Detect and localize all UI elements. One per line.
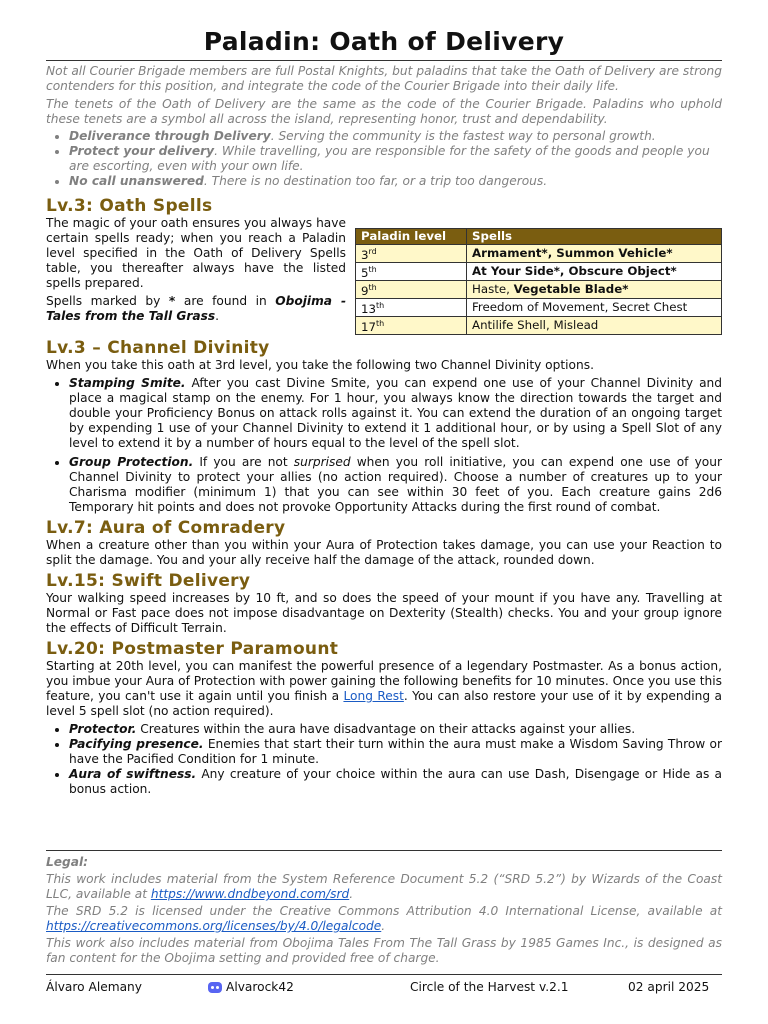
- table-cell-level: 17th: [356, 316, 467, 334]
- postmaster-list: [46, 722, 722, 797]
- table-cell-spells: Antilife Shell, Mislead: [467, 316, 722, 334]
- oath-spells-heading: Lv.3: Oath Spells: [46, 196, 213, 216]
- page-title: Paladin: Oath of Delivery: [203, 27, 565, 56]
- aura-text: When a creature other than you within your Aura of Protection takes damage, you can use your Reaction to split the damage. You and your ally receive half the damage of the attack, rounded down.: [46, 537, 722, 567]
- table-cell-level: 5th: [356, 262, 467, 280]
- table-cell-level: 9th: [356, 280, 467, 298]
- channel-divinity-section: [46, 337, 722, 515]
- list-item: • Pacifying presence. Enemies that start their turn within the aura must make a Wisdom Saving Throw or have the Pacified Condition for 1 minute.: [69, 737, 722, 767]
- srd-link[interactable]: https://www.dndbeyond.com/srd: [150, 887, 350, 901]
- tenet-item: [69, 174, 722, 189]
- table-header-level: Paladin level: [356, 229, 467, 245]
- tenets-list: [46, 129, 722, 189]
- table-cell-level: 13th: [356, 298, 467, 316]
- legal-paragraph-3: This work also includes material from Obojima Tales From The Tall Grass by 1985 Games Inc., is designed as fan content for the Obojima setting and provided free of charge.: [46, 936, 722, 965]
- swift-heading: Lv.15: Swift Delivery: [46, 570, 251, 591]
- footer-discord: [208, 980, 410, 994]
- tenet-text: . Serving the community is the fastest way to personal growth.: [270, 129, 656, 143]
- legal-paragraph-2: The SRD 5.2 is licensed under the Creative Commons Attribution 4.0 International License, available at https://creativecommons.org/licenses/by/4.0/legalcode.: [46, 904, 722, 933]
- legal-section: [46, 850, 722, 968]
- discord-icon: [208, 982, 222, 993]
- tenet-item: [69, 129, 722, 144]
- oath-spells-paragraph: The magic of your oath ensures you always have certain spells ready; when you reach a Paladin level specified in the Oath of Delivery Spells table, you thereafter always have the listed spells prepared.: [46, 216, 346, 290]
- tenet-text: . There is no destination too far, or a trip too dangerous.: [203, 174, 548, 188]
- channel-divinity-heading: Lv.3 – Channel Divinity: [46, 337, 270, 358]
- long-rest-link[interactable]: Long Rest: [343, 688, 404, 703]
- tenet-item: [69, 144, 722, 174]
- footer-handle: Alvarock42: [226, 980, 294, 994]
- footer-date: 02 april 2025: [628, 980, 710, 994]
- title-divider: [46, 60, 722, 61]
- aura-section: [46, 517, 722, 568]
- tenet-name: Protect your delivery: [69, 144, 215, 158]
- table-cell-spells: Haste, Vegetable Blade*: [467, 280, 722, 298]
- intro-paragraph-2: The tenets of the Oath of Delivery are the same as the code of the Courier Brigade. Paladins who uphold these tenets are a symbol all across the island, representing honor, trust and dependability.: [46, 97, 722, 126]
- legal-paragraph-1: This work includes material from the System Reference Document 5.2 (“SRD 5.2”) by Wizards of the Coast LLC, available at https://www.dndbeyond.com/srd.: [46, 872, 722, 901]
- tenet-name: No call unanswered: [69, 174, 204, 188]
- oath-spells-note: Spells marked by * are found in Obojima - Tales from the Tall Grass.: [46, 294, 347, 323]
- list-item: • Protector. Creatures within the aura have disadvantage on their attacks against your allies.: [69, 722, 722, 737]
- oath-spells-table: [355, 228, 722, 335]
- oath-spells-section: [46, 196, 722, 335]
- intro-section: [46, 64, 722, 189]
- table-row: [356, 262, 722, 280]
- aura-heading: Lv.7: Aura of Comradery: [46, 517, 286, 538]
- table-row: [356, 245, 722, 263]
- table-header-spells: Spells: [467, 229, 722, 245]
- postmaster-text: Starting at 20th level, you can manifest the powerful presence of a legendary Postmaster. As a bonus action, you imbue your Aura of Protection with power gaining the following benefits for 10 minutes. Once you use this feature, you can't use it again until you finish a Long Rest. You can also restore your use of it by expending a level 5 spell slot (no action required).: [46, 658, 722, 718]
- page: [46, 0, 722, 797]
- table-cell-spells: Freedom of Movement, Secret Chest: [467, 298, 722, 316]
- list-item: • Aura of swiftness. Any creature of your choice within the aura can use Dash, Disengage or Hide as a bonus action.: [69, 767, 722, 797]
- footer-project: Circle of the Harvest v.2.1: [410, 980, 569, 994]
- postmaster-heading: Lv.20: Postmaster Paramount: [46, 638, 339, 659]
- list-item: • Stamping Smite. After you cast Divine Smite, you can expend one use of your Channel Divinity and place a magical stamp on the enemy. For 1 hour, you always know the direction towards the target and double your Proficiency Bonus on attack rolls against it. You can extend the duration of an ongoing target by expending 1 use of your Channel Divinity to extend it 1 additional hour, or by using a Spell Slot of any level to extend it by a number of hours equal to the level of the spell slot.: [69, 376, 722, 451]
- channel-divinity-list: [46, 376, 722, 515]
- legal-heading: Legal:: [46, 855, 89, 869]
- table-row: [356, 298, 722, 316]
- table-cell-spells: Armament*, Summon Vehicle*: [467, 245, 722, 263]
- table-row: [356, 280, 722, 298]
- swift-text: Your walking speed increases by 10 ft, and so does the speed of your mount if you have any. Travelling at Normal or Fast pace does not impose disadvantage on Dexterity (Stealth) checks. You and your group ignore the effects of Difficult Terrain.: [46, 590, 722, 635]
- footer: [46, 974, 722, 994]
- swift-section: [46, 570, 722, 636]
- table-row: [356, 316, 722, 334]
- intro-paragraph-1: Not all Courier Brigade members are full Postal Knights, but paladins that take the Oath of Delivery are strong contenders for this position, and integrate the code of the Courier Brigade into their daily life.: [46, 64, 722, 93]
- footer-author: Álvaro Alemany: [46, 980, 142, 994]
- channel-divinity-intro: When you take this oath at 3rd level, you take the following two Channel Divinity options.: [46, 357, 594, 372]
- postmaster-section: [46, 638, 722, 797]
- book-title: Obojima - Tales from the Tall Grass: [46, 294, 347, 323]
- table-cell-level: 3rd: [356, 245, 467, 263]
- list-item: • Group Protection. If you are not surprised when you roll initiative, you can expend one use of your Channel Divinity to protect your allies (no action required). Choose a number of creatures up to your Charisma modifier (minimum 1) that you can see within 30 feet of you. Each creature gains 2d6 Temporary hit points and does not provoke Opportunity Attacks during the first round of combat.: [69, 455, 722, 515]
- license-link[interactable]: https://creativecommons.org/licenses/by/4.0/legalcode: [46, 919, 382, 933]
- tenet-name: Deliverance through Delivery: [69, 129, 271, 143]
- table-cell-spells: At Your Side*, Obscure Object*: [467, 262, 722, 280]
- tenet-text: . While travelling, you are responsible for the safety of the goods and people you are escorting, even with your own life.: [69, 144, 710, 173]
